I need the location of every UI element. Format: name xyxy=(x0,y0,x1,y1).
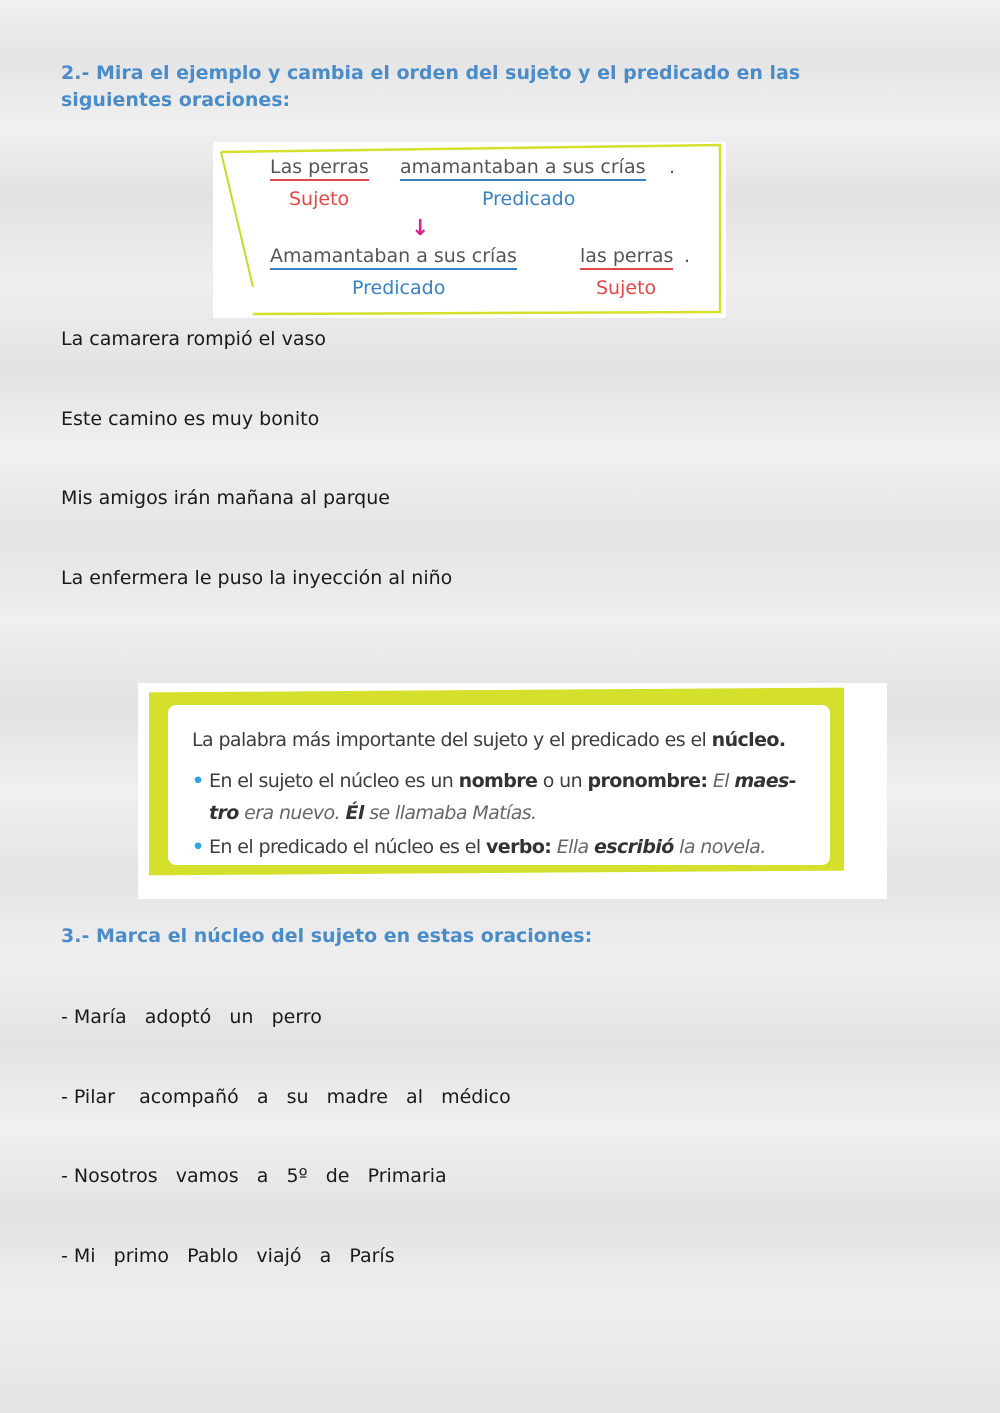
example-row1-predicate: amamantaban a sus crías xyxy=(400,156,646,181)
exercise-2-title-line-1: 2.- Mira el ejemplo y cambia el orden del sujeto y el predicado en las xyxy=(61,62,801,84)
exercise-2-heading xyxy=(61,60,941,114)
rule-b1-b: nombre xyxy=(458,770,538,792)
example-row2-predicate-label: Predicado xyxy=(352,277,446,299)
example-row1-predicate-label: Predicado xyxy=(482,188,576,210)
exercise-3-sentence: - Nosotros vamos a 5º de Primaria xyxy=(61,1165,447,1187)
exercise-2-sentence: La camarera rompió el vaso xyxy=(61,328,327,350)
example-row2-subject: las perras xyxy=(580,245,673,270)
exercise-2-sentence: Mis amigos irán mañana al parque xyxy=(61,487,390,509)
rule-b1-d: pronombre: xyxy=(587,770,708,792)
example-row1-subject-label: Sujeto xyxy=(289,188,350,210)
exercise-3-title: 3.- Marca el núcleo del sujeto en estas oraciones: xyxy=(61,925,593,947)
rule-b2-b: verbo: xyxy=(486,836,552,858)
exercise-2-sentence: Este camino es muy bonito xyxy=(61,408,320,430)
rule-bullet-1-line-2 xyxy=(209,802,536,824)
rule-b1-e: El xyxy=(707,770,735,792)
arrow-down-icon: ↓ xyxy=(411,216,430,241)
rule-b1-j: se llamaba Matías. xyxy=(363,802,537,824)
example-row2-subject-label: Sujeto xyxy=(596,277,657,299)
exercise-3-sentence: - María adoptó un perro xyxy=(61,1006,322,1028)
rule-b1-g: tro xyxy=(209,802,239,824)
bullet-icon: • xyxy=(192,836,204,858)
rule-b1-h: era nuevo. xyxy=(238,802,346,824)
example-row2-period: . xyxy=(684,245,691,267)
rule-b2-d: escribió xyxy=(593,836,674,858)
rule-intro xyxy=(192,729,785,751)
exercise-3-sentence: - Mi primo Pablo viajó a París xyxy=(61,1245,395,1267)
rule-b1-a: En el sujeto el núcleo es un xyxy=(209,770,459,792)
rule-b2-e: la novela. xyxy=(673,836,766,858)
rule-intro-bold: núcleo. xyxy=(711,729,786,751)
exercise-3-sentence: - Pilar acompañó a su madre al médico xyxy=(61,1086,511,1108)
exercise-2-sentence: La enfermera le puso la inyección al niño xyxy=(61,567,453,589)
rule-bullet-2 xyxy=(192,836,766,858)
example-row1-period: . xyxy=(669,156,676,178)
example-row2-predicate: Amamantaban a sus crías xyxy=(270,245,517,270)
rule-b1-f: maes- xyxy=(734,770,797,792)
example-box xyxy=(213,142,726,318)
rule-intro-text: La palabra más importante del sujeto y el predicado es el xyxy=(192,729,712,751)
exercise-2-title-line-2: siguientes oraciones: xyxy=(61,89,291,111)
rule-b1-i: Él xyxy=(345,802,364,824)
bullet-icon: • xyxy=(192,770,204,792)
rule-b2-a: En el predicado el núcleo es el xyxy=(209,836,486,858)
rule-bullet-1-line-1 xyxy=(192,770,796,792)
rule-b2-c: Ella xyxy=(551,836,594,858)
rule-box xyxy=(138,683,887,899)
rule-b1-c: o un xyxy=(537,770,588,792)
example-row1-subject: Las perras xyxy=(270,156,369,181)
